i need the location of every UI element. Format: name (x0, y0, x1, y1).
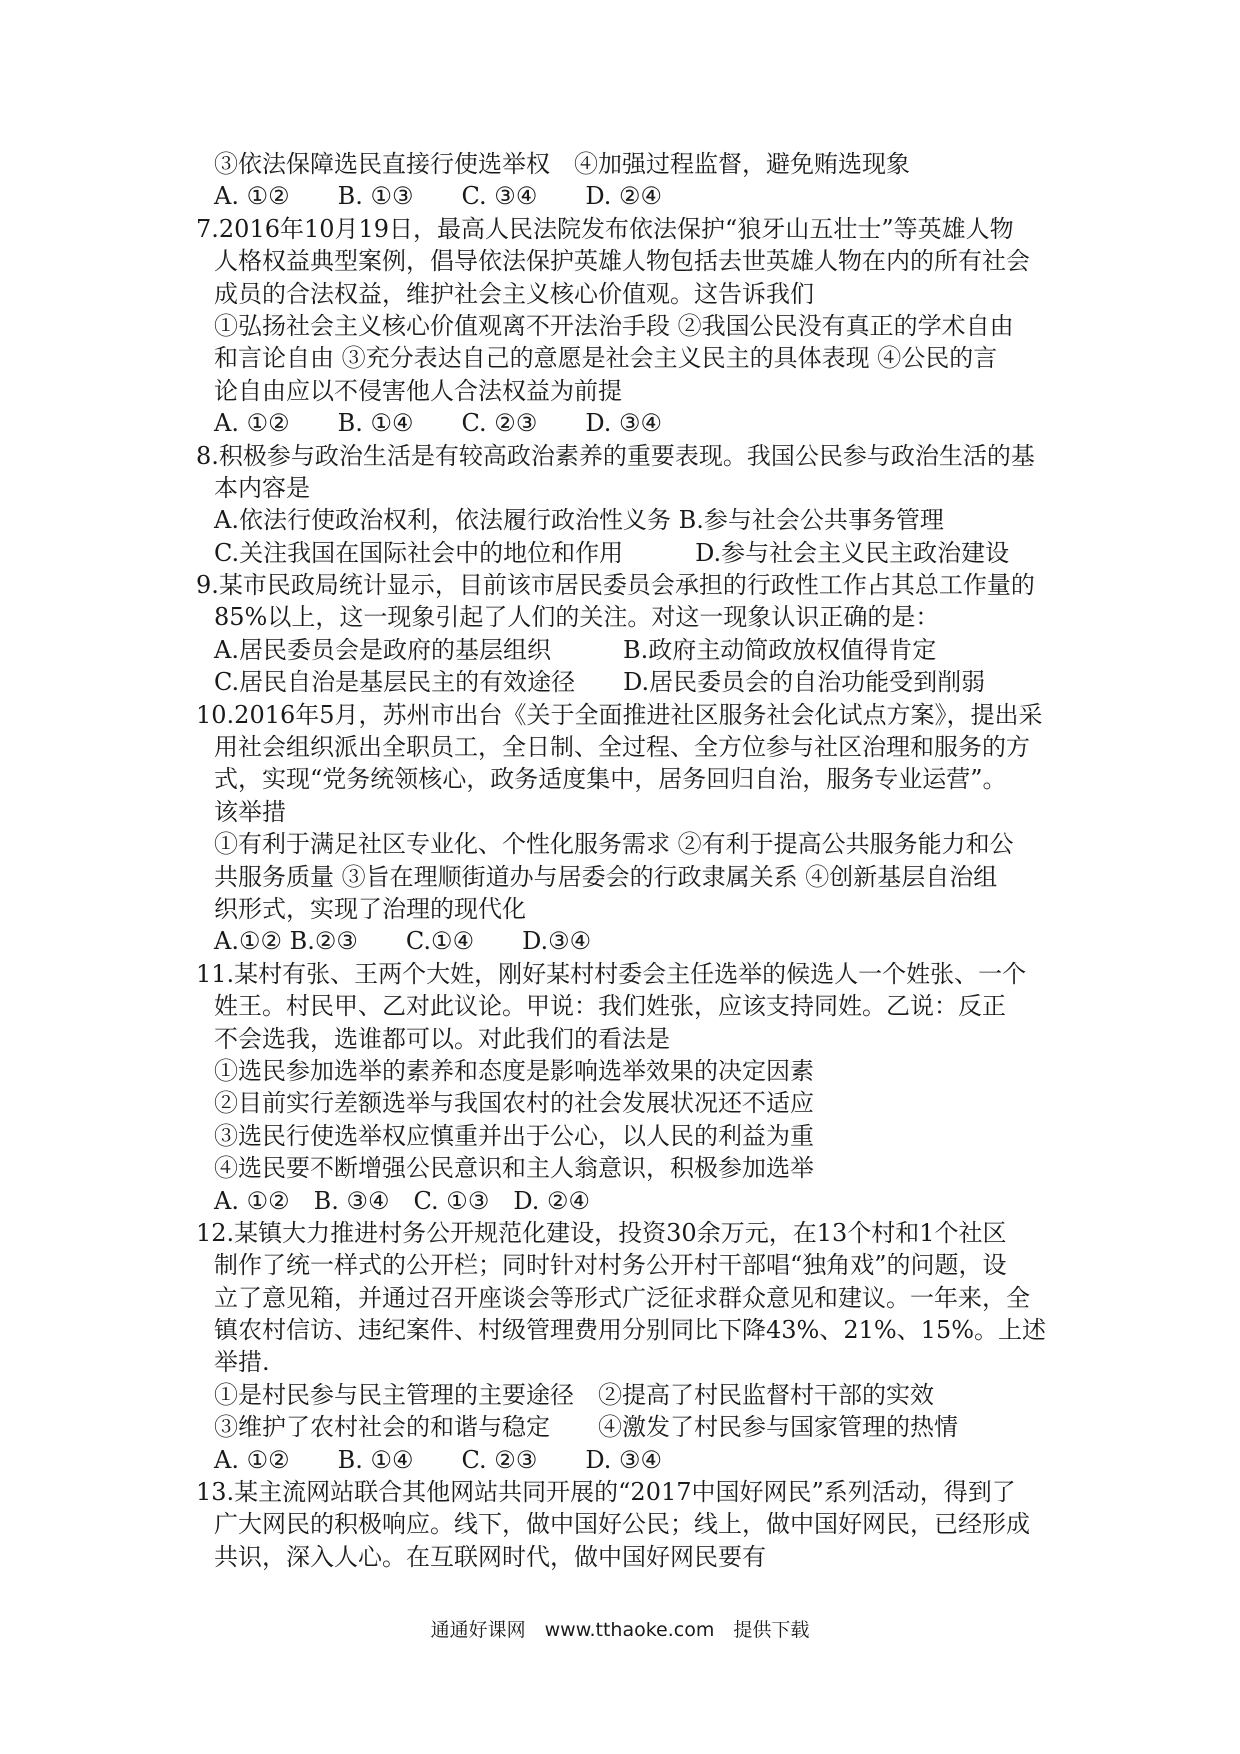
text-line: 镇农村信访、违纪案件、村级管理费用分别同比下降43%、21%、15%。上述 (214, 1316, 1047, 1345)
text-line: 制作了统一样式的公开栏；同时针对村务公开村干部唱“独角戏”的问题，设 (214, 1251, 1007, 1280)
text-line: ③维护了农村社会的和谐与稳定 ④激发了村民参与国家管理的热情 (214, 1413, 958, 1442)
page-footer: 通通好课网 www.tthaoke.com 提供下载 (430, 1619, 810, 1641)
text-line: ①是村民参与民主管理的主要途径 ②提高了村民监督村干部的实效 (214, 1380, 934, 1409)
text-line: 85%以上，这一现象引起了人们的关注。对这一现象认识正确的是： (214, 603, 940, 632)
text-line: 广大网民的积极响应。线下，做中国好公民；线上，做中国好网民，已经形成 (214, 1510, 1030, 1539)
text-line: 成员的合法权益，维护社会主义核心价值观。这告诉我们 (214, 279, 814, 308)
text-line: 8.积极参与政治生活是有较高政治素养的重要表现。我国公民参与政治生活的基 (196, 441, 1035, 470)
text-line: ①有利于满足社区专业化、个性化服务需求 ②有利于提高公共服务能力和公 (214, 830, 1014, 859)
text-line: 11.某村有张、王两个大姓，刚好某村村委会主任选举的候选人一个姓张、一个 (196, 959, 1027, 988)
text-line: 9.某市民政局统计显示，目前该市居民委员会承担的行政性工作占其总工作量的 (196, 571, 1035, 600)
text-line: 13.某主流网站联合其他网站共同开展的“2017中国好网民”系列活动，得到了 (196, 1478, 1016, 1507)
text-line: A. ①② B. ①③ C. ③④ D. ②④ (214, 182, 663, 211)
text-line: 式，实现“党务统领核心，政务适度集中，居务回归自治，服务专业运营”。 (214, 765, 1007, 794)
text-line: ④选民要不断增强公民意识和主人翁意识，积极参加选举 (214, 1154, 814, 1183)
text-line: A.①② B.②③ C.①④ D.③④ (214, 927, 592, 956)
text-line: 10.2016年5月，苏州市出台《关于全面推进社区服务社会化试点方案》，提出采 (196, 700, 1043, 729)
text-line: 用社会组织派出全职员工，全日制、全过程、全方位参与社区治理和服务的方 (214, 733, 1030, 762)
text-line: ①弘扬社会主义核心价值观离不开法治手段 ②我国公民没有真正的学术自由 (214, 311, 1014, 340)
text-line: 本内容是 (214, 473, 310, 502)
text-line: ②目前实行差额选举与我国农村的社会发展状况还不适应 (214, 1089, 814, 1118)
text-line: A. ①② B. ③④ C. ①③ D. ②④ (214, 1186, 591, 1215)
text-line: 论自由应以不侵害他人合法权益为前提 (214, 376, 622, 405)
text-line: 该举措 (214, 797, 286, 826)
text-line: 举措. (214, 1348, 270, 1377)
text-line: C.居民自治是基层民主的有效途径 D.居民委员会的自治功能受到削弱 (214, 668, 986, 697)
text-line: 7.2016年10月19日，最高人民法院发布依法保护“狼牙山五壮士”等英雄人物 (196, 214, 1014, 243)
text-line: C.关注我国在国际社会中的地位和作用 D.参与社会主义民主政治建设 (214, 538, 1010, 567)
text-line: 12.某镇大力推进村务公开规范化建设，投资30余万元，在13个村和1个社区 (196, 1218, 1007, 1247)
text-line: 姓王。村民甲、乙对此议论。甲说：我们姓张，应该支持同姓。乙说：反正 (214, 992, 1006, 1021)
question-text-block (196, 148, 1066, 1573)
text-line: 共识，深入人心。在互联网时代，做中国好网民要有 (214, 1542, 766, 1571)
text-line: A. ①② B. ①④ C. ②③ D. ③④ (214, 1445, 663, 1474)
text-line: A. ①② B. ①④ C. ②③ D. ③④ (214, 409, 663, 438)
text-line: ①选民参加选举的素养和态度是影响选举效果的决定因素 (214, 1056, 814, 1085)
text-line: 不会选我，选谁都可以。对此我们的看法是 (214, 1024, 670, 1053)
text-line: 织形式，实现了治理的现代化 (214, 894, 526, 923)
text-line: 和言论自由 ③充分表达自己的意愿是社会主义民主的具体表现 ④公民的言 (214, 344, 998, 373)
text-line: A.居民委员会是政府的基层组织 B.政府主动简政放权值得肯定 (214, 635, 937, 664)
text-line: 人格权益典型案例，倡导依法保护英雄人物包括去世英雄人物在内的所有社会 (214, 247, 1030, 276)
text-line: ③选民行使选举权应慎重并出于公心，以人民的利益为重 (214, 1121, 814, 1150)
text-line: A.依法行使政治权利，依法履行政治性义务 B.参与社会公共事务管理 (214, 506, 944, 535)
text-line: ③依法保障选民直接行使选举权 ④加强过程监督，避免贿选现象 (214, 150, 910, 178)
text-line: 立了意见箱，并通过召开座谈会等形式广泛征求群众意见和建议。一年来，全 (214, 1283, 1030, 1312)
text-line: 共服务质量 ③旨在理顺街道办与居委会的行政隶属关系 ④创新基层自治组 (214, 862, 998, 891)
